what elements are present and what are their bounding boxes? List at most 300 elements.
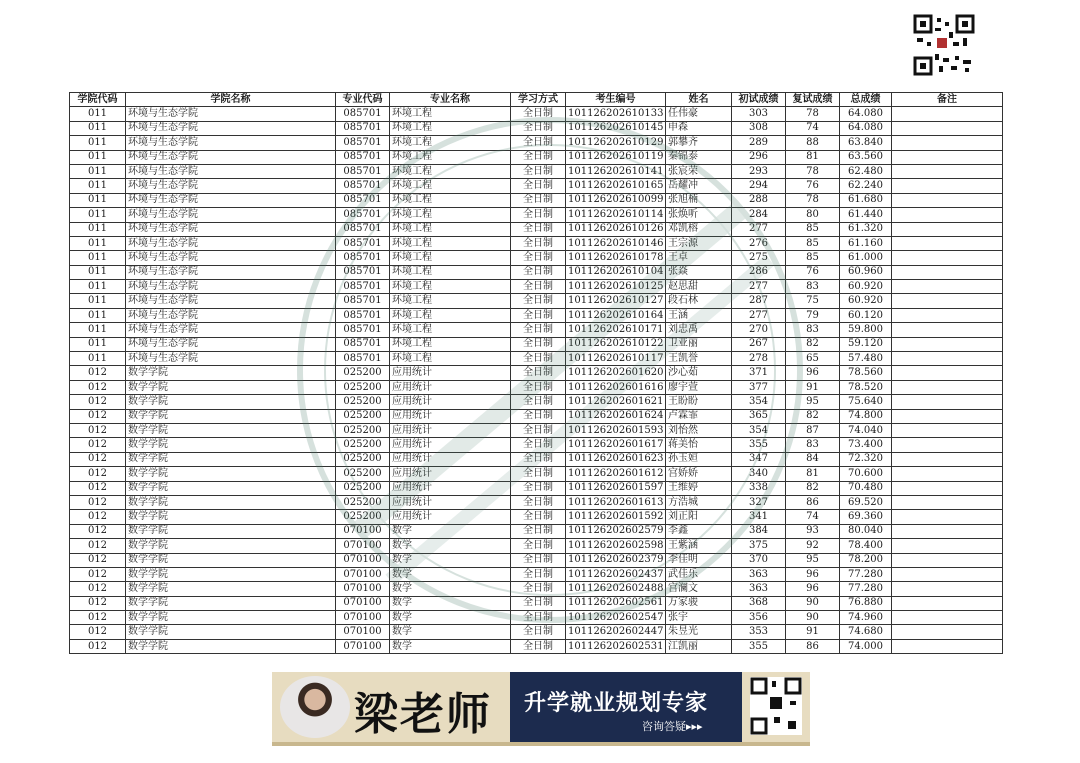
table-cell: 384 — [732, 524, 786, 538]
table-cell: 数学学院 — [126, 467, 336, 481]
table-cell: 012 — [70, 467, 126, 481]
table-cell: 101126202610117 — [566, 352, 666, 366]
table-cell: 012 — [70, 438, 126, 452]
table-cell: 王宗源 — [666, 236, 732, 250]
table-cell: 012 — [70, 639, 126, 653]
table-cell: 78 — [786, 164, 840, 178]
table-cell: 90 — [786, 596, 840, 610]
table-cell: 数学学院 — [126, 409, 336, 423]
table-cell: 61.000 — [840, 251, 892, 265]
table-cell: 101126202610133 — [566, 107, 666, 121]
table-cell: 012 — [70, 582, 126, 596]
table-row — [70, 136, 1003, 150]
table-row — [70, 395, 1003, 409]
table-cell: 环境工程 — [390, 280, 511, 294]
table-cell: 应用统计 — [390, 481, 511, 495]
table-cell: 邓凯榕 — [666, 222, 732, 236]
table-cell: 环境工程 — [390, 308, 511, 322]
table-cell: 101126202601597 — [566, 481, 666, 495]
table-cell: 全日制 — [511, 567, 566, 581]
table-cell: 085701 — [336, 164, 390, 178]
table-cell: 85 — [786, 251, 840, 265]
table-cell: 全日制 — [511, 495, 566, 509]
table-cell: 025200 — [336, 467, 390, 481]
table-cell: 全日制 — [511, 265, 566, 279]
table-cell: 354 — [732, 395, 786, 409]
table-cell — [892, 539, 1003, 553]
table-cell: 011 — [70, 179, 126, 193]
table-cell: 环境与生态学院 — [126, 222, 336, 236]
table-cell: 全日制 — [511, 553, 566, 567]
table-cell: 74.680 — [840, 625, 892, 639]
col-header: 姓名 — [666, 93, 732, 107]
table-cell — [892, 236, 1003, 250]
table-cell: 沙心茹 — [666, 366, 732, 380]
table-cell: 101126202610164 — [566, 308, 666, 322]
table-cell: 070100 — [336, 553, 390, 567]
table-cell: 王凯誉 — [666, 352, 732, 366]
table-cell: 025200 — [336, 423, 390, 437]
table-cell: 286 — [732, 265, 786, 279]
table-cell: 085701 — [336, 222, 390, 236]
table-cell: 张焕听 — [666, 208, 732, 222]
table-cell: 数学学院 — [126, 567, 336, 581]
table-cell: 012 — [70, 423, 126, 437]
table-cell: 88 — [786, 136, 840, 150]
table-cell: 025200 — [336, 452, 390, 466]
table-cell: 数学学院 — [126, 366, 336, 380]
table-cell: 57.480 — [840, 352, 892, 366]
table-cell: 83 — [786, 438, 840, 452]
table-cell: 李佳明 — [666, 553, 732, 567]
table-cell: 101126202602579 — [566, 524, 666, 538]
banner-consult: 咨询答疑▸▸▸ — [642, 720, 703, 733]
col-header: 备注 — [892, 93, 1003, 107]
table-cell: 万家骏 — [666, 596, 732, 610]
table-row — [70, 179, 1003, 193]
table-cell: 303 — [732, 107, 786, 121]
table-cell — [892, 481, 1003, 495]
table-cell — [892, 164, 1003, 178]
table-cell: 74.960 — [840, 611, 892, 625]
table-row — [70, 164, 1003, 178]
table-cell: 应用统计 — [390, 423, 511, 437]
table-cell: 数学 — [390, 524, 511, 538]
table-cell: 011 — [70, 337, 126, 351]
table-cell: 288 — [732, 193, 786, 207]
table-cell — [892, 366, 1003, 380]
table-cell: 环境与生态学院 — [126, 193, 336, 207]
table-cell: 101126202610141 — [566, 164, 666, 178]
table-cell: 85 — [786, 236, 840, 250]
table-cell: 011 — [70, 193, 126, 207]
table-cell: 数学学院 — [126, 438, 336, 452]
table-cell — [892, 582, 1003, 596]
table-cell — [892, 611, 1003, 625]
table-cell: 78.560 — [840, 366, 892, 380]
table-cell: 341 — [732, 510, 786, 524]
table-row — [70, 582, 1003, 596]
table-cell: 085701 — [336, 308, 390, 322]
table-row — [70, 337, 1003, 351]
table-cell — [892, 308, 1003, 322]
table-row — [70, 251, 1003, 265]
table-cell: 环境工程 — [390, 208, 511, 222]
table-cell: 012 — [70, 409, 126, 423]
table-cell: 数学学院 — [126, 639, 336, 653]
table-cell: 郭攀齐 — [666, 136, 732, 150]
table-cell: 全日制 — [511, 280, 566, 294]
table-cell: 69.360 — [840, 510, 892, 524]
table-cell: 环境工程 — [390, 337, 511, 351]
table-cell: 338 — [732, 481, 786, 495]
table-cell: 环境工程 — [390, 150, 511, 164]
table-cell: 025200 — [336, 380, 390, 394]
table-cell: 应用统计 — [390, 495, 511, 509]
table-cell: 63.560 — [840, 150, 892, 164]
table-cell: 101126202602379 — [566, 553, 666, 567]
table-cell: 101126202610104 — [566, 265, 666, 279]
table-row — [70, 222, 1003, 236]
table-cell: 全日制 — [511, 639, 566, 653]
table-cell: 025200 — [336, 395, 390, 409]
table-cell: 数学学院 — [126, 596, 336, 610]
table-cell: 环境与生态学院 — [126, 208, 336, 222]
table-cell: 347 — [732, 452, 786, 466]
table-cell: 数学学院 — [126, 539, 336, 553]
table-cell: 012 — [70, 524, 126, 538]
table-cell: 011 — [70, 150, 126, 164]
table-cell: 275 — [732, 251, 786, 265]
table-cell: 011 — [70, 265, 126, 279]
table-cell: 277 — [732, 222, 786, 236]
table-cell: 012 — [70, 366, 126, 380]
table-cell: 085701 — [336, 193, 390, 207]
table-cell: 278 — [732, 352, 786, 366]
table-cell: 全日制 — [511, 524, 566, 538]
table-cell: 085701 — [336, 179, 390, 193]
table-cell: 085701 — [336, 136, 390, 150]
table-cell: 83 — [786, 280, 840, 294]
table-cell: 101126202601623 — [566, 452, 666, 466]
table-cell: 070100 — [336, 639, 390, 653]
table-cell: 96 — [786, 567, 840, 581]
table-cell: 070100 — [336, 625, 390, 639]
table-cell: 全日制 — [511, 582, 566, 596]
avatar — [280, 676, 350, 738]
table-cell: 011 — [70, 164, 126, 178]
table-row — [70, 121, 1003, 135]
table-cell: 101126202610122 — [566, 337, 666, 351]
table-cell — [892, 395, 1003, 409]
table-cell: 数学学院 — [126, 510, 336, 524]
table-row — [70, 236, 1003, 250]
table-cell: 数学 — [390, 539, 511, 553]
table-row — [70, 438, 1003, 452]
table-cell: 370 — [732, 553, 786, 567]
table-cell: 101126202602547 — [566, 611, 666, 625]
table-cell: 王涵 — [666, 308, 732, 322]
table-cell: 267 — [732, 337, 786, 351]
table-cell — [892, 380, 1003, 394]
table-cell: 101126202610165 — [566, 179, 666, 193]
table-cell: 63.840 — [840, 136, 892, 150]
table-cell — [892, 265, 1003, 279]
table-cell: 101126202610178 — [566, 251, 666, 265]
table-cell: 87 — [786, 423, 840, 437]
table-cell: 377 — [732, 380, 786, 394]
table-cell: 全日制 — [511, 611, 566, 625]
table-cell — [892, 510, 1003, 524]
table-cell: 085701 — [336, 107, 390, 121]
table-cell: 93 — [786, 524, 840, 538]
table-cell: 环境工程 — [390, 265, 511, 279]
table-cell — [892, 107, 1003, 121]
table-cell: 环境工程 — [390, 222, 511, 236]
table-cell: 085701 — [336, 294, 390, 308]
table-cell: 全日制 — [511, 323, 566, 337]
table-cell: 101126202601624 — [566, 409, 666, 423]
table-cell — [892, 136, 1003, 150]
table-cell: 廖宇萱 — [666, 380, 732, 394]
table-cell: 环境与生态学院 — [126, 136, 336, 150]
table-cell: 101126202610099 — [566, 193, 666, 207]
promo-banner — [272, 672, 810, 746]
table-cell: 全日制 — [511, 308, 566, 322]
table-cell: 070100 — [336, 539, 390, 553]
table-cell: 308 — [732, 121, 786, 135]
table-cell: 赵思甜 — [666, 280, 732, 294]
table-cell: 李鑫 — [666, 524, 732, 538]
qr-code-icon — [750, 677, 802, 735]
table-cell: 刘正阳 — [666, 510, 732, 524]
table-row — [70, 352, 1003, 366]
table-cell: 环境工程 — [390, 251, 511, 265]
table-cell: 101126202602531 — [566, 639, 666, 653]
table-cell: 101126202610127 — [566, 294, 666, 308]
table-cell: 96 — [786, 582, 840, 596]
table-cell: 76 — [786, 179, 840, 193]
table-cell: 全日制 — [511, 121, 566, 135]
table-cell: 全日制 — [511, 193, 566, 207]
table-cell: 全日制 — [511, 222, 566, 236]
table-row — [70, 452, 1003, 466]
table-cell: 环境工程 — [390, 179, 511, 193]
col-header: 考生编号 — [566, 93, 666, 107]
table-cell: 数学 — [390, 625, 511, 639]
table-cell: 数学学院 — [126, 553, 336, 567]
table-cell: 101126202601612 — [566, 467, 666, 481]
table-cell: 294 — [732, 179, 786, 193]
table-cell: 60.960 — [840, 265, 892, 279]
table-cell: 070100 — [336, 567, 390, 581]
table-cell: 012 — [70, 625, 126, 639]
table-cell: 61.440 — [840, 208, 892, 222]
table-cell: 环境与生态学院 — [126, 337, 336, 351]
table-cell: 全日制 — [511, 366, 566, 380]
table-cell: 78 — [786, 193, 840, 207]
table-row — [70, 323, 1003, 337]
table-cell: 全日制 — [511, 452, 566, 466]
table-cell: 数学学院 — [126, 380, 336, 394]
table-cell: 张宸荣 — [666, 164, 732, 178]
table-cell: 012 — [70, 567, 126, 581]
table-row — [70, 567, 1003, 581]
table-cell: 025200 — [336, 481, 390, 495]
table-cell: 环境与生态学院 — [126, 107, 336, 121]
table-cell: 101126202610126 — [566, 222, 666, 236]
table-cell — [892, 193, 1003, 207]
table-cell: 012 — [70, 452, 126, 466]
table-row — [70, 625, 1003, 639]
table-cell: 环境与生态学院 — [126, 308, 336, 322]
table-cell: 101126202601593 — [566, 423, 666, 437]
table-cell: 79 — [786, 308, 840, 322]
table-cell: 全日制 — [511, 251, 566, 265]
table-cell: 085701 — [336, 280, 390, 294]
table-cell: 011 — [70, 308, 126, 322]
table-cell: 101126202601620 — [566, 366, 666, 380]
table-cell: 277 — [732, 308, 786, 322]
table-cell: 全日制 — [511, 510, 566, 524]
table-cell: 74.800 — [840, 409, 892, 423]
table-cell: 王盼盼 — [666, 395, 732, 409]
table-cell — [892, 337, 1003, 351]
table-cell: 011 — [70, 294, 126, 308]
table-cell: 85 — [786, 222, 840, 236]
table-cell: 78 — [786, 107, 840, 121]
table-cell — [892, 222, 1003, 236]
table-cell: 82 — [786, 481, 840, 495]
table-cell: 90 — [786, 611, 840, 625]
table-cell: 刘忠禹 — [666, 323, 732, 337]
table-cell: 74.000 — [840, 639, 892, 653]
table-cell: 王卓 — [666, 251, 732, 265]
table-cell — [892, 596, 1003, 610]
table-cell: 应用统计 — [390, 366, 511, 380]
table-cell: 全日制 — [511, 107, 566, 121]
table-cell: 011 — [70, 222, 126, 236]
table-cell: 363 — [732, 567, 786, 581]
table-cell: 全日制 — [511, 352, 566, 366]
table-row — [70, 639, 1003, 653]
table-cell: 375 — [732, 539, 786, 553]
table-cell — [892, 323, 1003, 337]
table-row — [70, 107, 1003, 121]
table-cell: 方浩城 — [666, 495, 732, 509]
table-cell: 80.040 — [840, 524, 892, 538]
table-cell: 环境工程 — [390, 121, 511, 135]
table-cell: 69.520 — [840, 495, 892, 509]
table-row — [70, 193, 1003, 207]
col-header: 初试成绩 — [732, 93, 786, 107]
table-cell — [892, 179, 1003, 193]
table-cell: 101126202610171 — [566, 323, 666, 337]
table-cell: 75.640 — [840, 395, 892, 409]
table-cell: 289 — [732, 136, 786, 150]
table-cell: 011 — [70, 280, 126, 294]
table-cell: 应用统计 — [390, 510, 511, 524]
table-row — [70, 524, 1003, 538]
table-cell: 宫澜文 — [666, 582, 732, 596]
table-cell: 全日制 — [511, 481, 566, 495]
table-cell: 宫娇娇 — [666, 467, 732, 481]
table-cell: 012 — [70, 510, 126, 524]
table-row — [70, 611, 1003, 625]
table-cell: 101126202601621 — [566, 395, 666, 409]
table-cell: 78.520 — [840, 380, 892, 394]
table-cell: 环境与生态学院 — [126, 179, 336, 193]
table-cell: 101126202601613 — [566, 495, 666, 509]
table-cell: 环境工程 — [390, 107, 511, 121]
col-header: 专业代码 — [336, 93, 390, 107]
table-cell: 83 — [786, 323, 840, 337]
table-cell: 75 — [786, 294, 840, 308]
table-cell — [892, 352, 1003, 366]
table-cell: 368 — [732, 596, 786, 610]
table-cell: 012 — [70, 395, 126, 409]
table-cell: 环境工程 — [390, 352, 511, 366]
table-cell: 数学学院 — [126, 582, 336, 596]
table-cell: 环境工程 — [390, 193, 511, 207]
table-cell: 环境与生态学院 — [126, 164, 336, 178]
table-cell: 070100 — [336, 524, 390, 538]
table-cell: 数学学院 — [126, 611, 336, 625]
table-cell: 孙玉姮 — [666, 452, 732, 466]
table-row — [70, 596, 1003, 610]
table-cell — [892, 438, 1003, 452]
table-cell: 101126202610125 — [566, 280, 666, 294]
table-row — [70, 423, 1003, 437]
table-row — [70, 409, 1003, 423]
table-cell: 环境与生态学院 — [126, 352, 336, 366]
table-cell: 340 — [732, 467, 786, 481]
table-cell: 数学 — [390, 567, 511, 581]
table-cell: 数学学院 — [126, 452, 336, 466]
table-cell: 数学学院 — [126, 423, 336, 437]
table-cell: 环境与生态学院 — [126, 251, 336, 265]
table-cell: 全日制 — [511, 539, 566, 553]
table-row — [70, 280, 1003, 294]
table-cell — [892, 150, 1003, 164]
col-header: 复试成绩 — [786, 93, 840, 107]
table-cell — [892, 280, 1003, 294]
table-cell: 363 — [732, 582, 786, 596]
table-row — [70, 366, 1003, 380]
table-cell: 应用统计 — [390, 380, 511, 394]
table-cell: 61.320 — [840, 222, 892, 236]
col-header: 学习方式 — [511, 93, 566, 107]
table-cell: 025200 — [336, 438, 390, 452]
table-cell: 应用统计 — [390, 409, 511, 423]
table-body — [70, 107, 1003, 654]
table-cell: 012 — [70, 380, 126, 394]
table-cell: 数学 — [390, 553, 511, 567]
table-cell: 101126202601616 — [566, 380, 666, 394]
table-cell: 355 — [732, 639, 786, 653]
table-cell: 65 — [786, 352, 840, 366]
table-cell: 012 — [70, 495, 126, 509]
table-cell: 025200 — [336, 409, 390, 423]
table-cell: 朱昱光 — [666, 625, 732, 639]
table-cell: 77.280 — [840, 582, 892, 596]
table-cell: 101126202610129 — [566, 136, 666, 150]
table-cell: 012 — [70, 596, 126, 610]
table-cell: 59.800 — [840, 323, 892, 337]
table-cell: 王维婷 — [666, 481, 732, 495]
table-cell: 64.080 — [840, 107, 892, 121]
table-cell — [892, 409, 1003, 423]
